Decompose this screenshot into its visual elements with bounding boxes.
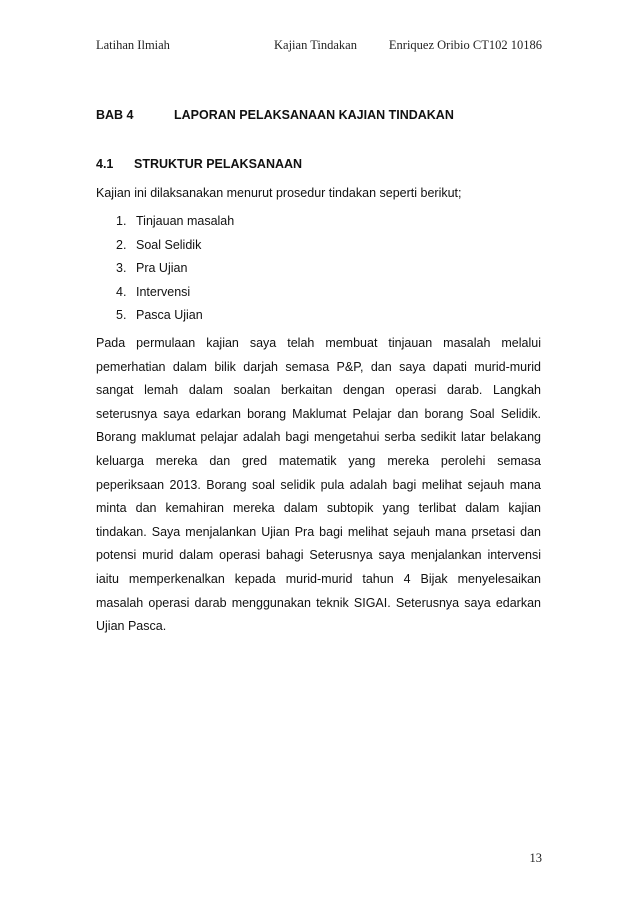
list-item-number: 1. (116, 214, 127, 228)
paragraph-line: pemerhatian dalam bilik darjah semasa P&P, dan saya dapati murid-murid (96, 359, 541, 374)
list-item (116, 257, 234, 281)
list-item-number: 3. (116, 261, 127, 276)
list-item-text: Intervensi (136, 284, 191, 299)
list-item (116, 210, 234, 234)
page-header (96, 38, 542, 56)
list-item-text: Pasca Ujian (136, 308, 203, 323)
list-item (116, 281, 234, 305)
list-item-number: 4. (116, 284, 127, 299)
header-author: Enriquez Oribio CT102 10186 (388, 38, 542, 52)
paragraph-line: tindakan. Saya menjalankan Ujian Pra bagi melihat sejauh mana prsetasi dan (96, 524, 541, 539)
section-number: 4.1 (96, 157, 114, 171)
list-item-text: Tinjauan masalah (136, 214, 235, 228)
list-item (116, 304, 234, 328)
chapter-title: LAPORAN PELAKSANAAN KAJIAN TINDAKAN (174, 108, 454, 122)
procedure-list (116, 210, 234, 328)
list-item-text: Soal Selidik (136, 237, 202, 252)
paragraph-line: keluarga mereka dan gred matematik yang mereka perolehi semasa (96, 453, 541, 468)
header-course: Latihan Ilmiah (96, 38, 170, 52)
list-item-number: 2. (116, 237, 127, 252)
list-item-text: Pra Ujian (136, 261, 188, 276)
paragraph-line: sangat lemah dalam soalan berkaitan dengan operasi darab. Langkah (96, 383, 541, 398)
paragraph-line: iaitu memperkenalkan kepada murid-murid tahun 4 Bijak menyelesaikan (96, 571, 541, 586)
paragraph-line: Pada permulaan kajian saya telah membuat tinjauan masalah melalui (96, 336, 541, 350)
body-paragraph (96, 332, 541, 639)
intro-text: Kajian ini dilaksanakan menurut prosedur tindakan seperti berikut; (96, 186, 462, 200)
list-item (116, 234, 234, 258)
paragraph-line: Borang maklumat pelajar adalah bagi mengetahui serba sedikit latar belakang (96, 430, 541, 445)
chapter-number: BAB 4 (96, 108, 134, 122)
paragraph-line: peperiksaan 2013. Borang soal selidik pula adalah bagi melihat sejauh mana (96, 477, 541, 492)
header-topic: Kajian Tindakan (274, 38, 357, 52)
paragraph-line: minta dan kemahiran mereka dalam subtopik yang terlibat dalam kajian (96, 501, 541, 516)
paragraph-line: seterusnya saya edarkan borang Maklumat Pelajar dan borang Soal Selidik. (96, 406, 541, 421)
section-title: STRUKTUR PELAKSANAAN (134, 157, 303, 171)
paragraph-line: masalah operasi darab menggunakan teknik SIGAI. Seterusnya saya edarkan (96, 595, 541, 610)
paragraph-line: potensi murid dalam operasi bahagi Seterusnya saya menjalankan intervensi (96, 548, 541, 563)
page-number: 13 (529, 851, 542, 865)
list-item-number: 5. (116, 308, 127, 323)
paragraph-line: Ujian Pasca. (96, 619, 167, 634)
